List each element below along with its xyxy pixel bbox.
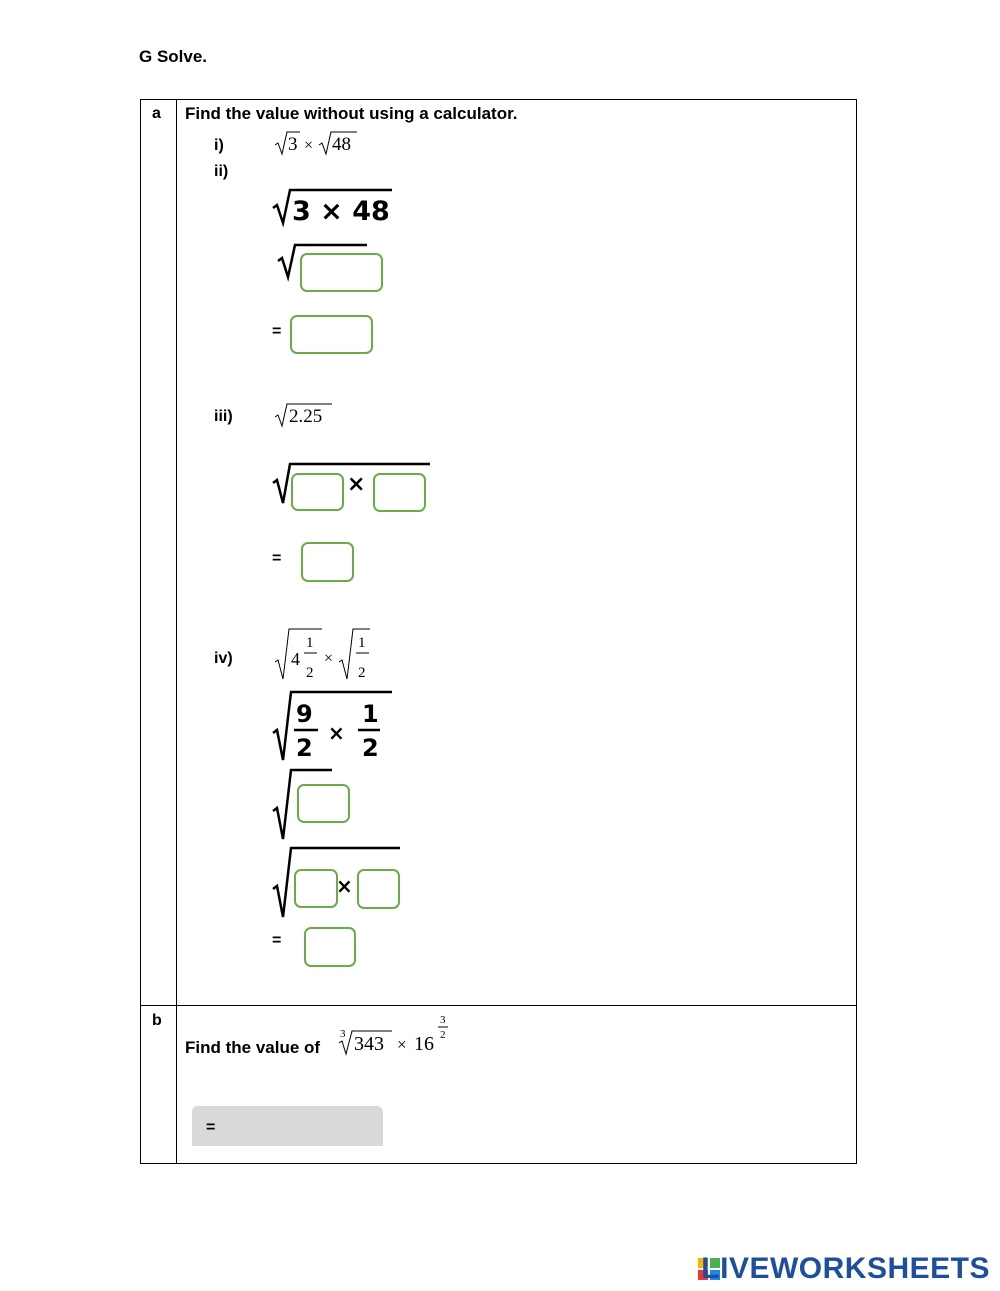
expr-i-times: × xyxy=(304,137,314,154)
answer-box-ii-result[interactable] xyxy=(290,315,373,354)
answer-box-iv-factor-a[interactable] xyxy=(294,869,338,908)
answer-box-iii-factor-b[interactable] xyxy=(373,473,426,512)
expr-i-radicand-b: 48 xyxy=(332,134,351,155)
expr-iv-den2: 2 xyxy=(358,665,366,681)
part-a-label: a xyxy=(152,105,161,122)
step-iv-expression xyxy=(270,688,400,768)
equals-sign: = xyxy=(272,550,282,567)
step-iv-num2: 1 xyxy=(362,700,379,728)
expr-iv-times: × xyxy=(324,650,334,667)
step-iv-den2: 2 xyxy=(362,734,379,762)
times-sign: × xyxy=(347,472,366,497)
step-iv-num1: 9 xyxy=(296,700,313,728)
part-a-instruction: Find the value without using a calculator. xyxy=(185,104,518,123)
item-ii-label: ii) xyxy=(214,163,229,180)
expression-i xyxy=(272,128,372,158)
expr-b-root-index: 3 xyxy=(340,1028,346,1040)
equals-sign: = xyxy=(272,323,282,340)
answer-box-iii-factor-a[interactable] xyxy=(291,473,344,511)
part-b-instruction: Find the value of xyxy=(185,1038,321,1057)
table-border-right xyxy=(856,99,857,1164)
item-iv-label: iv) xyxy=(214,650,233,667)
expr-iv-den: 2 xyxy=(306,665,314,681)
equals-sign: = xyxy=(272,932,282,949)
answer-prefix: = xyxy=(206,1119,216,1136)
expr-iii-radicand: 2.25 xyxy=(289,406,323,427)
liveworksheets-brand: LIVEWORKSHEETS xyxy=(701,1252,990,1285)
answer-box-ii-radicand[interactable] xyxy=(300,253,383,292)
expr-b-base: 16 xyxy=(414,1033,434,1055)
section-heading: G Solve. xyxy=(139,47,208,66)
table-row-divider xyxy=(140,1005,857,1006)
answer-field-b[interactable] xyxy=(192,1106,383,1146)
table-border-top xyxy=(140,99,857,100)
table-border-left xyxy=(140,99,141,1164)
part-b-label: b xyxy=(152,1012,162,1029)
item-i-label: i) xyxy=(214,137,224,154)
step-iv-times: × xyxy=(328,721,345,745)
expr-b-radicand: 343 xyxy=(354,1033,384,1055)
table-border-bottom xyxy=(140,1163,857,1164)
answer-box-iv-result[interactable] xyxy=(304,927,356,967)
table-column-divider xyxy=(176,99,177,1164)
expr-iv-num2: 1 xyxy=(358,635,366,651)
expression-iii xyxy=(272,400,342,430)
expr-b-times: × xyxy=(397,1035,407,1054)
expr-iv-num: 1 xyxy=(306,635,314,651)
expr-b-exp-num: 3 xyxy=(440,1014,446,1026)
step-ii-expression xyxy=(270,185,400,230)
expression-iv xyxy=(272,625,382,685)
expr-iv-whole: 4 xyxy=(291,649,300,669)
times-sign: × xyxy=(336,874,353,898)
answer-box-iii-result[interactable] xyxy=(301,542,354,582)
step-iv-den1: 2 xyxy=(296,734,313,762)
answer-box-iv-radicand[interactable] xyxy=(297,784,350,823)
answer-box-iv-factor-b[interactable] xyxy=(357,869,400,909)
expression-b xyxy=(336,1010,456,1060)
item-iii-label: iii) xyxy=(214,408,233,425)
expr-b-exp-den: 2 xyxy=(440,1029,446,1041)
expr-i-radicand-a: 3 xyxy=(288,134,298,155)
step-ii-radicand: 3 × 48 xyxy=(292,196,390,227)
